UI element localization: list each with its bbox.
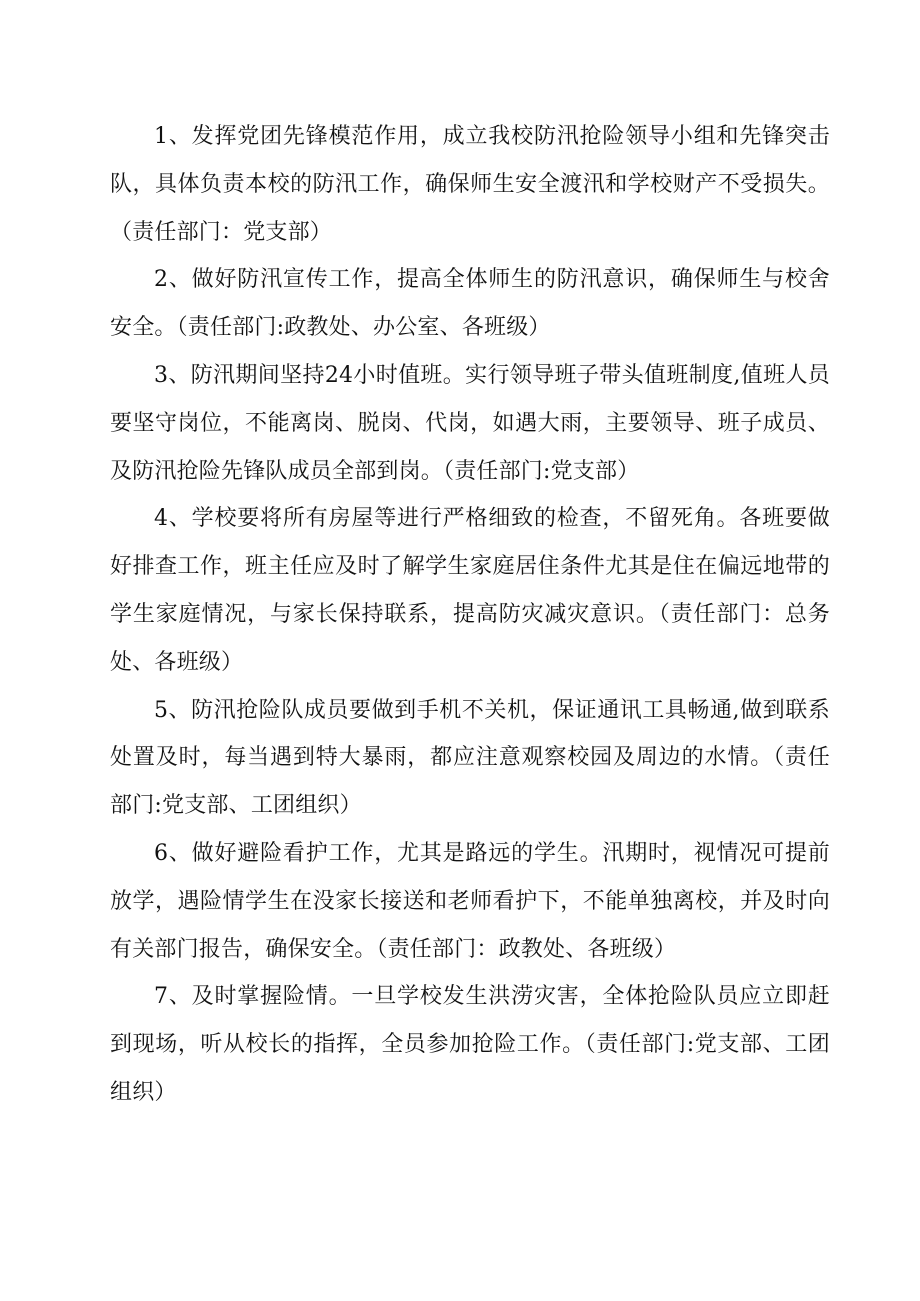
paragraph-2: 2、做好防汛宣传工作，提高全体师生的防汛意识，确保师生与校舍安全。（责任部门:政教处、办公室、各班级） [110, 267, 830, 341]
paragraph-4: 4、学校要将所有房屋等进行严格细致的检查，不留死角。各班要做好排查工作，班主任应及时了解学生家庭居住条件尤其是住在偏远地带的学生家庭情况，与家长保持联系，提高防灾减灾意识。（责任部门：总务处、各班级） [110, 506, 830, 675]
paragraph-6: 6、做好避险看护工作，尤其是路远的学生。汛期时，视情况可提前放学，遇险情学生在没家长接送和老师看护下，不能单独离校，并及时向有关部门报告，确保安全。（责任部门：政教处、各班级） [110, 840, 830, 962]
paragraph-7: 7、及时掌握险情。一旦学校发生洪涝灾害，全体抢险队员应立即赶到现场，听从校长的指挥，全员参加抢险工作。（责任部门:党支部、工团组织） [110, 984, 830, 1105]
document-body [110, 113, 830, 1117]
paragraph-1: 1、发挥党团先锋模范作用，成立我校防汛抢险领导小组和先锋突击队，具体负责本校的防汛工作，确保师生安全渡汛和学校财产不受损失。（责任部门：党支部） [110, 124, 830, 245]
paragraph-5: 5、防汛抢险队成员要做到手机不关机，保证通讯工具畅通,做到联系处置及时，每当遇到特大暴雨，都应注意观察校园及周边的水情。（责任部门:党支部、工团组织） [110, 697, 830, 819]
paragraph-3: 3、防汛期间坚持24小时值班。实行领导班子带头值班制度,值班人员要坚守岗位，不能离岗、脱岗、代岗，如遇大雨，主要领导、班子成员、及防汛抢险先锋队成员全部到岗。（责任部门:党支部） [110, 362, 830, 484]
